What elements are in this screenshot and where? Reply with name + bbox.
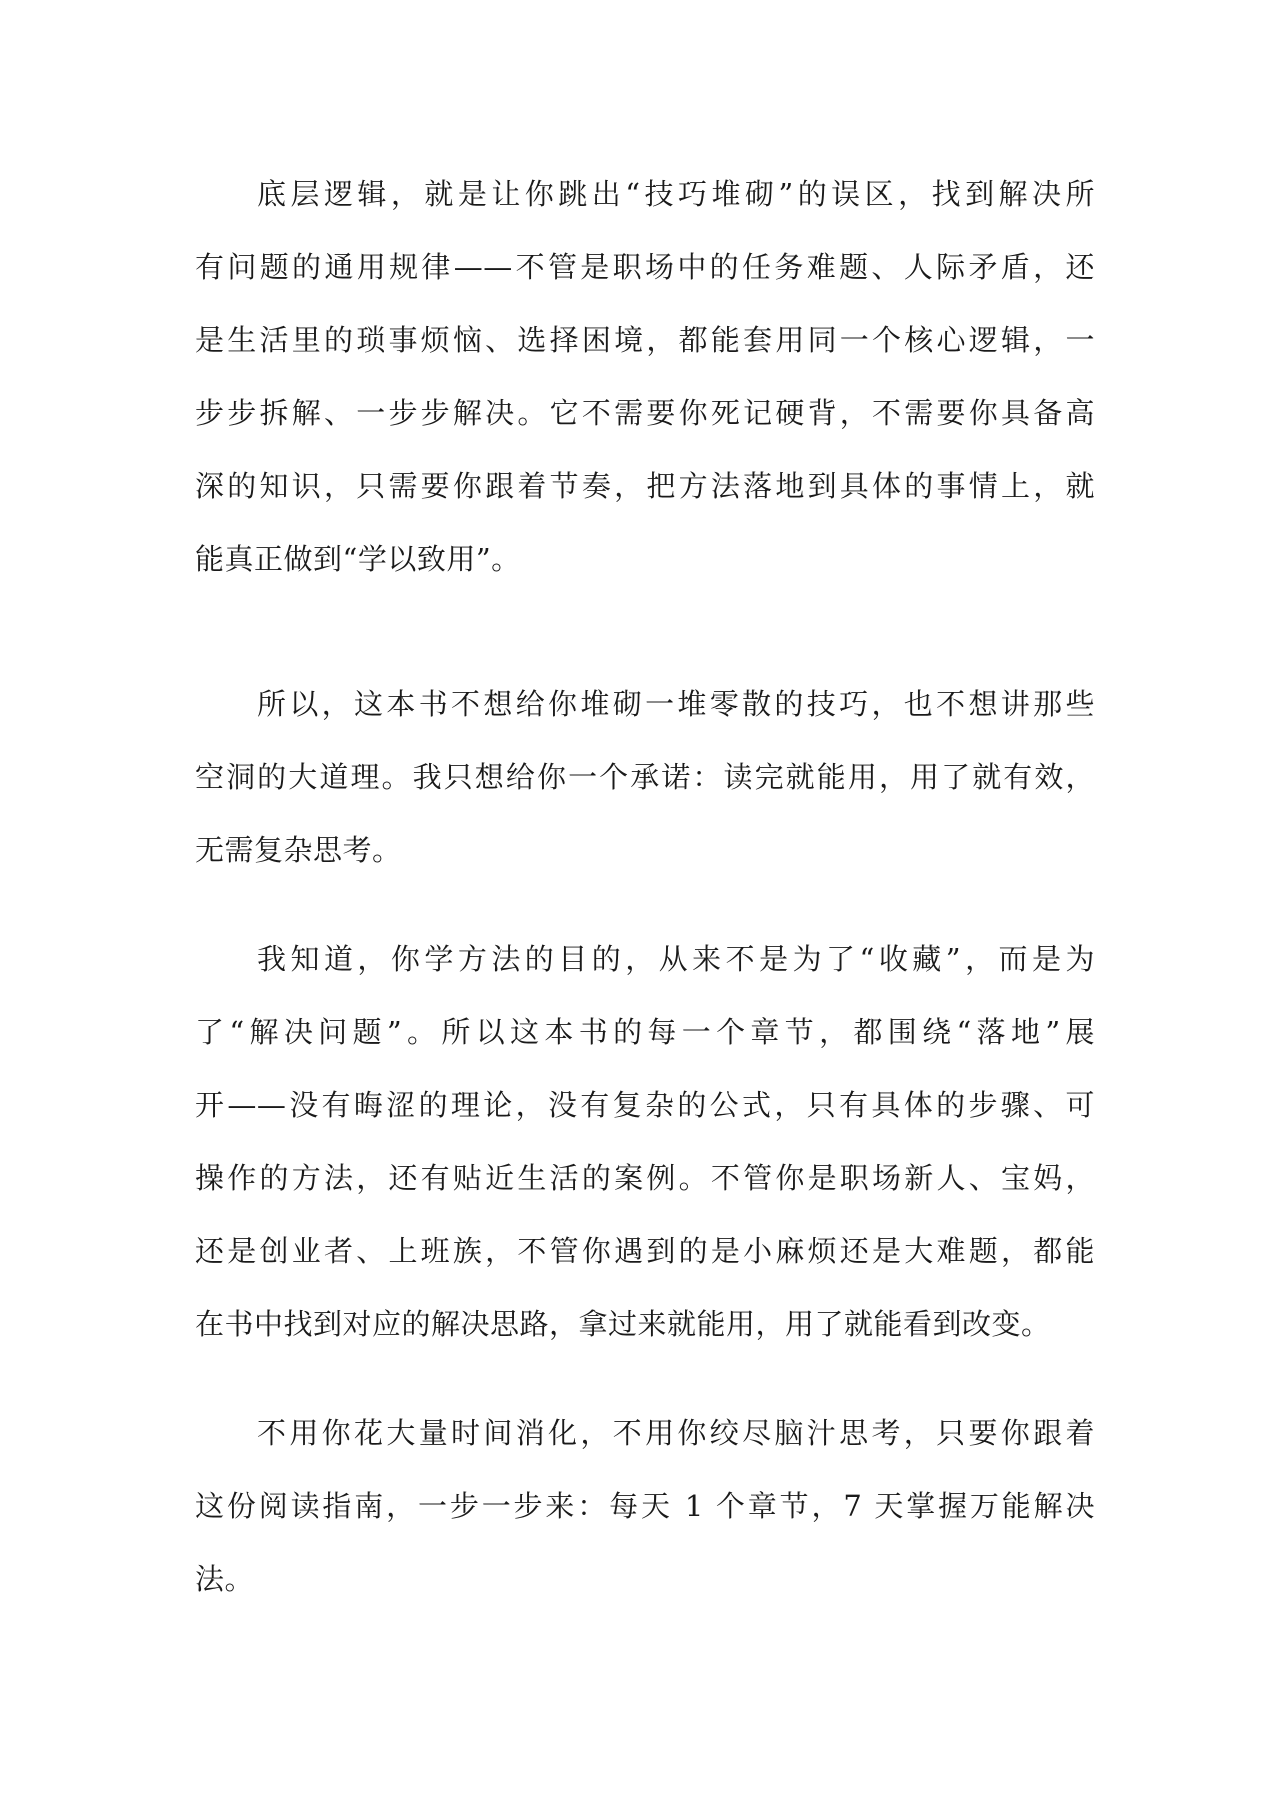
- text-line: 空洞的大道理。我只想给你一个承诺：读完就能用，用了就有效，: [195, 760, 1095, 794]
- paragraph-reading-guide: [195, 1397, 1095, 1616]
- text-line: 不用你花大量时间消化，不用你绞尽脑汁思考，只要你跟着: [257, 1416, 1095, 1450]
- text-line: 底层逻辑，就是让你跳出“技巧堆砌”的误区，找到解决所: [257, 177, 1095, 211]
- text-line: 步步拆解、一步步解决。它不需要你死记硬背，不需要你具备高: [195, 396, 1095, 430]
- text-line: 操作的方法，还有贴近生活的案例。不管你是职场新人、宝妈，: [195, 1161, 1095, 1195]
- text-line: 有问题的通用规律——不管是职场中的任务难题、人际矛盾，还: [195, 250, 1095, 284]
- text-line: 深的知识，只需要你跟着节奏，把方法落地到具体的事情上，就: [195, 469, 1095, 503]
- text-line: 是生活里的琐事烦恼、选择困境，都能套用同一个核心逻辑，一: [195, 323, 1095, 357]
- paragraph-promise: [195, 668, 1095, 887]
- paragraph-purpose: [195, 923, 1095, 1361]
- paragraph-bottom-logic: [195, 158, 1095, 596]
- text-line: 法。: [195, 1562, 255, 1596]
- text-line: 这份阅读指南，一步一步来：每天 1 个章节，7 天掌握万能解决: [195, 1489, 1095, 1523]
- text-line: 无需复杂思考。: [195, 833, 402, 867]
- text-line: 在书中找到对应的解决思路，拿过来就能用，用了就能看到改变。: [195, 1307, 1051, 1341]
- text-line: 我知道，你学方法的目的，从来不是为了“收藏”，而是为: [257, 942, 1095, 976]
- text-line: 了“解决问题”。所以这本书的每一个章节，都围绕“落地”展: [195, 1015, 1095, 1049]
- text-line: 能真正做到“学以致用”。: [195, 542, 521, 576]
- text-line: 所以，这本书不想给你堆砌一堆零散的技巧，也不想讲那些: [257, 687, 1095, 721]
- text-line: 开——没有晦涩的理论，没有复杂的公式，只有具体的步骤、可: [195, 1088, 1095, 1122]
- text-line: 还是创业者、上班族，不管你遇到的是小麻烦还是大难题，都能: [195, 1234, 1095, 1268]
